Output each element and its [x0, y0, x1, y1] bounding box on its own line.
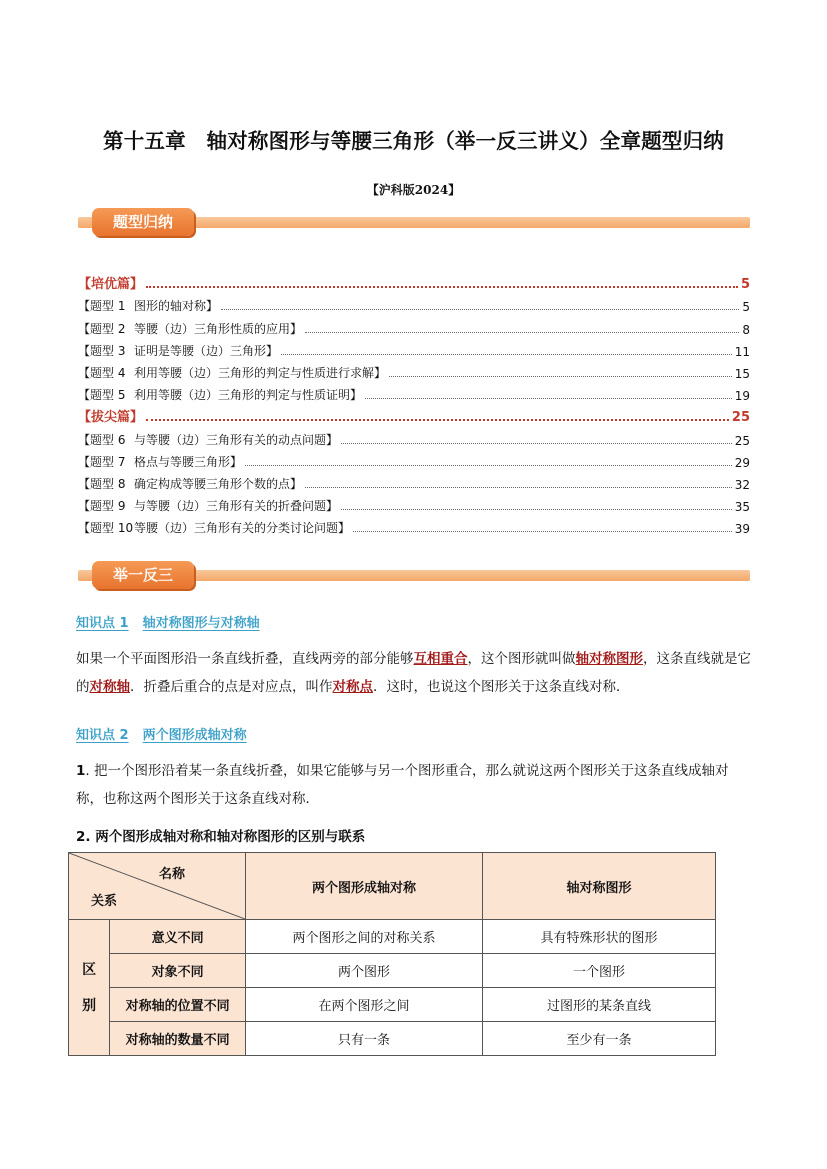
kp1-paragraph	[76, 645, 752, 701]
cell-value: 一个图形	[483, 954, 716, 988]
toc-label	[78, 453, 242, 470]
kp1-text: ．折叠后重合的点是对应点，叫作	[130, 679, 333, 695]
kp2-p1-text: . 把一个图形沿着某一条直线折叠，如果它能够与另一个图形重合，那么就说这两个图形关于这条直线成轴对称，也称这两个图形关于这条直线对称．	[76, 763, 729, 807]
corner-bottom-label: 关系	[91, 894, 118, 909]
toc-number: 【题型 9	[78, 499, 126, 514]
toc-title: 利用等腰（边）三角形的判定与性质进行求解】	[134, 365, 387, 380]
kp1-title: 轴对称图形与对称轴	[142, 616, 260, 631]
cell-value: 至少有一条	[483, 1022, 716, 1056]
toc-label	[78, 364, 386, 381]
toc-number: 【题型 7	[78, 454, 126, 469]
kp1-term: 轴对称图形	[575, 651, 643, 667]
examples-banner	[78, 561, 750, 591]
toc-leader-dots	[245, 465, 732, 466]
toc-entry[interactable]	[78, 492, 750, 514]
toc-leader-dots	[146, 286, 738, 288]
corner-top-label: 名称	[158, 867, 185, 882]
toc-label	[78, 386, 362, 403]
toc-page-number: 32	[734, 477, 750, 492]
table-row	[69, 920, 716, 954]
table-row	[69, 988, 716, 1022]
toc-title: 与等腰（边）三角形有关的动点问题】	[134, 432, 339, 447]
toc-number: 【题型 6	[78, 432, 126, 447]
toc-label	[78, 406, 143, 425]
group-label	[69, 920, 110, 1056]
toc-leader-dots	[146, 419, 729, 421]
toc-title: 确定构成等腰三角形个数的点】	[134, 476, 303, 491]
group-label-text: 区 别	[82, 961, 97, 1014]
table-row	[69, 1022, 716, 1056]
toc-entry[interactable]	[78, 470, 750, 492]
toc-label	[78, 431, 338, 448]
row-category: 对称轴的数量不同	[110, 1022, 246, 1056]
toc-leader-dots	[341, 509, 732, 510]
toc-page-number: 29	[734, 455, 750, 470]
column-header-1: 两个图形成轴对称	[246, 853, 483, 920]
toc-part-heading[interactable]	[78, 403, 750, 425]
kp1-term: 对称轴	[89, 679, 130, 695]
toc-entry[interactable]	[78, 337, 750, 359]
toc-leader-dots	[365, 398, 732, 399]
toc-page-number: 25	[734, 433, 750, 448]
toc-number: 【题型 8	[78, 476, 126, 491]
toc-label	[78, 297, 218, 314]
toc-number: 【题型 3	[78, 343, 126, 358]
kp1-text: ，这个图形就叫做	[467, 651, 576, 667]
toc-page-number: 35	[734, 500, 750, 515]
toc-page-number: 5	[742, 300, 750, 315]
table-row	[69, 954, 716, 988]
toc-title: 格点与等腰三角形】	[134, 454, 243, 469]
edition-label: 【沪科版2024】	[366, 183, 461, 197]
column-header-2: 轴对称图形	[483, 853, 716, 920]
toc-leader-dots	[341, 443, 732, 444]
toc-leader-dots	[389, 376, 732, 377]
kp2-p1-number: 1	[76, 763, 86, 779]
toc-number: 【题型 5	[78, 388, 126, 403]
comparison-table	[68, 852, 716, 1056]
toc-number: 【题型 2	[78, 321, 126, 336]
toc-entry[interactable]	[78, 448, 750, 470]
cell-value: 两个图形之间的对称关系	[246, 920, 483, 954]
row-category: 对象不同	[110, 954, 246, 988]
kp1-term: 对称点	[332, 679, 373, 695]
summary-banner	[78, 208, 750, 238]
toc-page-number: 19	[734, 389, 750, 404]
table-corner-header	[69, 853, 246, 920]
toc-part-heading[interactable]	[78, 270, 750, 292]
toc-leader-dots	[353, 531, 732, 532]
row-category: 意义不同	[110, 920, 246, 954]
kp1-term: 互相重合	[413, 651, 468, 667]
toc-title: 利用等腰（边）三角形的判定与性质证明】	[134, 388, 363, 403]
toc-entry[interactable]	[78, 359, 750, 381]
toc-label	[78, 342, 278, 359]
toc-page-number: 8	[742, 322, 750, 337]
toc-title: 【培优篇】	[78, 277, 144, 293]
toc-entry[interactable]	[78, 381, 750, 403]
toc-page-number: 5	[740, 277, 750, 293]
toc-title: 等腰（边）三角形有关的分类讨论问题】	[134, 521, 351, 536]
toc-leader-dots	[305, 487, 732, 488]
page-title: 第十五章 轴对称图形与等腰三角形（举一反三讲义）全章题型归纳	[103, 129, 724, 153]
kp1-text: ，这条直线就是它的	[76, 651, 751, 695]
toc-title: 图形的轴对称】	[134, 299, 219, 314]
toc-number: 【题型 1	[78, 299, 126, 314]
knowledge-point-2-heading	[76, 724, 247, 743]
kp2-paragraph-1	[76, 757, 752, 813]
cell-value: 具有特殊形状的图形	[483, 920, 716, 954]
toc-leader-dots	[281, 354, 732, 355]
toc-entry[interactable]	[78, 514, 750, 536]
kp1-text: 如果一个平面图形沿一条直线折叠，直线两旁的部分能够	[76, 651, 414, 667]
toc-leader-dots	[221, 309, 739, 310]
toc-entry[interactable]	[78, 292, 750, 314]
toc-page-number: 25	[731, 410, 750, 426]
kp1-text: ．这时，也说这个图形关于这条直线对称．	[373, 679, 630, 695]
toc-title: 【拔尖篇】	[78, 410, 144, 426]
kp2-number: 知识点 2	[76, 728, 129, 743]
toc-page-number: 15	[734, 366, 750, 381]
toc-label	[78, 497, 338, 514]
toc-label	[78, 273, 143, 292]
kp1-number: 知识点 1	[76, 616, 129, 631]
summary-badge: 题型归纳	[92, 208, 194, 236]
toc-label	[78, 320, 302, 337]
table-of-contents	[78, 270, 750, 536]
toc-page-number: 39	[734, 522, 750, 537]
toc-label	[78, 475, 302, 492]
toc-entry[interactable]	[78, 425, 750, 447]
knowledge-point-1-heading	[76, 612, 260, 631]
toc-label	[78, 519, 350, 536]
toc-number: 【题型 10	[78, 521, 134, 536]
kp2-title: 两个图形成轴对称	[142, 728, 247, 743]
toc-leader-dots	[305, 332, 739, 333]
toc-title: 证明是等腰（边）三角形】	[134, 343, 279, 358]
cell-value: 过图形的某条直线	[483, 988, 716, 1022]
cell-value: 在两个图形之间	[246, 988, 483, 1022]
toc-number: 【题型 4	[78, 365, 126, 380]
toc-title: 与等腰（边）三角形有关的折叠问题】	[134, 499, 339, 514]
toc-entry[interactable]	[78, 314, 750, 336]
toc-title: 等腰（边）三角形性质的应用】	[134, 321, 303, 336]
diagonal-divider	[69, 853, 245, 919]
kp2-paragraph-2: 2. 两个图形成轴对称和轴对称图形的区别与联系	[76, 829, 366, 845]
examples-badge: 举一反三	[92, 561, 194, 589]
row-category: 对称轴的位置不同	[110, 988, 246, 1022]
cell-value: 只有一条	[246, 1022, 483, 1056]
toc-page-number: 11	[734, 344, 750, 359]
cell-value: 两个图形	[246, 954, 483, 988]
